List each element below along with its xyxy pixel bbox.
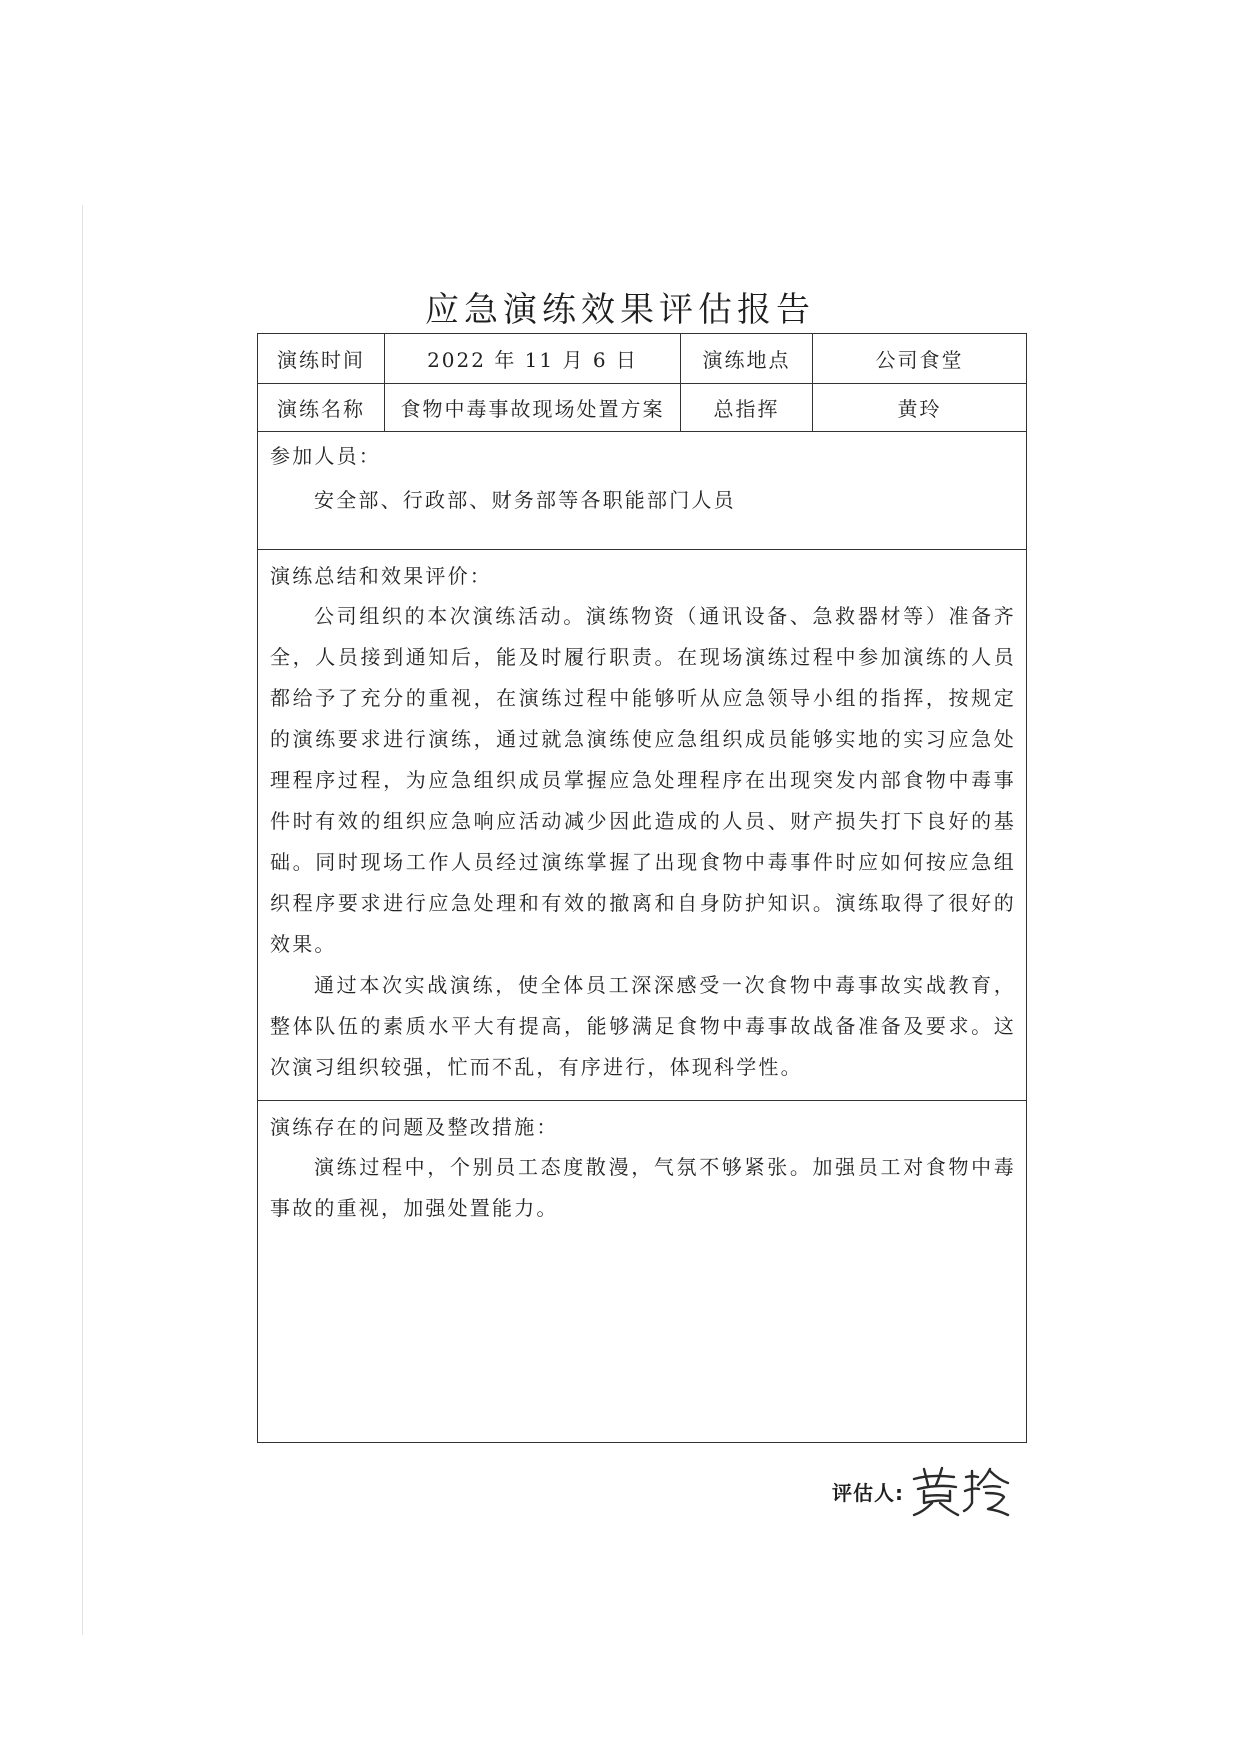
participants-heading: 参加人员： <box>270 444 381 468</box>
drill-time-label: 演练时间 <box>258 334 385 383</box>
problems-text: 演练过程中，个别员工态度散漫，气氛不够紧张。加强员工对食物中毒事故的重视，加强处置能力。 <box>270 1155 1016 1220</box>
assessor-label: 评估人: <box>832 1480 904 1505</box>
commander-value: 黄玲 <box>897 397 942 421</box>
participants-section <box>258 432 1026 550</box>
summary-section <box>258 550 1026 1101</box>
summary-paragraph: 通过本次实战演练，使全体员工深深感受一次食物中毒事故实战教育，整体队伍的素质水平大有提高，能够满足食物中毒事故战备准备及要求。这次演习组织较强，忙而不乱，有序进行，体现科学性。 <box>270 973 1016 1079</box>
drill-name-label: 演练名称 <box>258 384 385 431</box>
problems-heading: 演练存在的问题及整改措施： <box>270 1115 559 1139</box>
handwritten-signature <box>910 1463 1010 1519</box>
drill-location-value: 公司食堂 <box>875 348 964 372</box>
header-row-time-location <box>258 334 1026 384</box>
assessor-block <box>832 1463 1010 1519</box>
scan-edge-line <box>82 205 83 1635</box>
commander-label: 总指挥 <box>681 384 813 431</box>
problems-section <box>258 1101 1026 1442</box>
participants-text: 安全部、行政部、财务部等各职能部门人员 <box>314 488 736 512</box>
report-table <box>257 333 1027 1443</box>
document-title: 应急演练效果评估报告 <box>425 290 815 330</box>
drill-location-label: 演练地点 <box>681 334 813 383</box>
drill-name-value: 食物中毒事故现场处置方案 <box>385 384 681 431</box>
drill-time-value: 2022 年 11 月 6 日 <box>385 334 681 383</box>
summary-paragraph: 公司组织的本次演练活动。演练物资（通讯设备、急救器材等）准备齐全，人员接到通知后，能及时履行职责。在现场演练过程中参加演练的人员都给予了充分的重视，在演练过程中能够听从应急领导小组的指挥，按规定的演练要求进行演练，通过就急演练使应急组织成员能够实地的实习应急处理程序过程，为应急组织成员掌握应急处理程序在出现突发内部食物中毒事件时有效的组织应急响应活动减少因此造成的人员、财产损失打下良好的基础。同时现场工作人员经过演练掌握了出现食物中毒事件时应如何按应急组织程序要求进行应急处理和有效的撤离和自身防护知识。演练取得了很好的效果。 <box>270 604 1016 956</box>
header-row-name-commander <box>258 384 1026 432</box>
summary-heading: 演练总结和效果评价： <box>270 564 492 588</box>
